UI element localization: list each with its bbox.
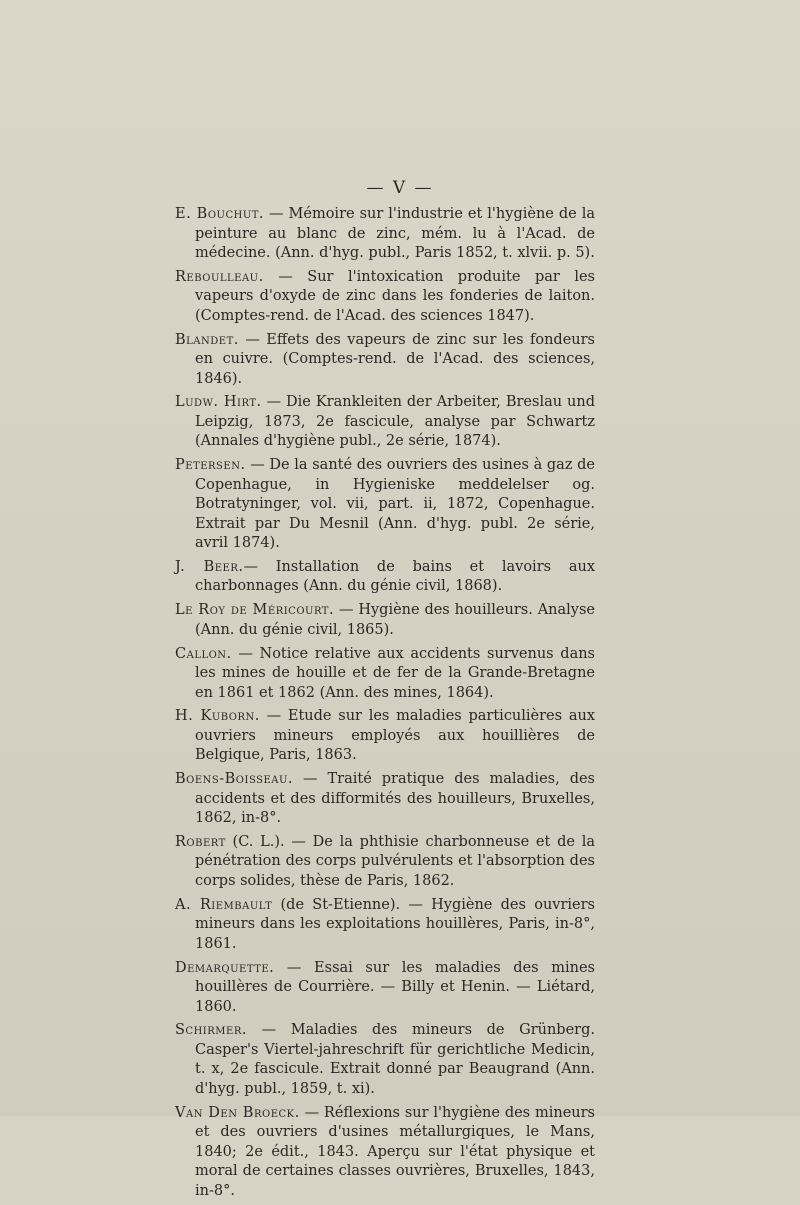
page-number: — V — xyxy=(366,178,434,198)
entry-text: — Etude sur les maladies particulières aux ouvriers mineurs employés aux houillières de Belgique, Paris, 1863. xyxy=(195,708,595,764)
bibliography-entry xyxy=(175,645,595,704)
entry-author: Van Den Broeck. xyxy=(175,1104,300,1121)
bibliography-entry xyxy=(175,959,595,1018)
entry-text: — Effets des vapeurs de zinc sur les fondeurs en cuivre. (Comptes-rend. de l'Acad. des sciences, 1846). xyxy=(195,331,595,387)
entry-text: — Notice relative aux accidents survenus dans les mines de houille et de fer de la Grande-Bretagne en 1861 et 1862 (Ann. des mines, 1864). xyxy=(195,645,595,701)
bibliography-entry xyxy=(175,1104,595,1202)
bibliography-entry xyxy=(175,331,595,390)
bibliography-entry xyxy=(175,268,595,327)
bibliography-entry xyxy=(175,393,595,452)
bibliography-list xyxy=(175,205,595,1205)
bibliography-entry xyxy=(175,205,595,264)
entry-author: Le Roy de Méricourt. xyxy=(175,602,335,619)
entry-text: (C. L.). — De la phthisie charbonneuse et de la pénétration des corps pulvérulents et l'absorption des corps solides, thèse de Paris, 1862. xyxy=(195,833,595,889)
entry-author: Boens-Boisseau. xyxy=(175,771,294,788)
entry-text: — Maladies des mineurs de Grünberg. Casper's Viertel-jahreschrift für gerichtliche Medicin, t. x, 2e fascicule. Extrait donné par Beaugrand (Ann. d'hyg. publ., 1859, t. xi). xyxy=(195,1022,595,1097)
entry-text: — Mémoire sur l'industrie et l'hygiène de la peinture au blanc de zinc, mém. lu à l'Acad. de médecine. (Ann. d'hyg. publ., Paris 1852, t. xlvii. p. 5). xyxy=(195,206,595,261)
entry-author: Callon. xyxy=(175,645,232,662)
entry-text: — De la santé des ouvriers des usines à gaz de Copenhague, in Hygieniske meddelelser og. Botratyninger, vol. vii, part. ii, 1872, Copenhague. Extrait par Du Mesnil (Ann. d'hyg. publ. 2e série, avril 1874). xyxy=(195,457,595,552)
entry-author: Ludw. Hirt. xyxy=(175,394,262,411)
entry-text: — Die Krankleiten der Arbeiter, Breslau und Leipzig, 1873, 2e fascicule, analyse par Schwartz (Annales d'hygiène publ., 2e série, 1874). xyxy=(195,394,595,450)
entry-text: — Installation de bains et lavoirs aux charbonnages (Ann. du génie civil, 1868). xyxy=(195,558,595,595)
entry-author: Petersen. xyxy=(175,457,246,474)
entry-author: Reboulleau. xyxy=(175,268,264,285)
bibliography-entry xyxy=(175,896,595,955)
entry-author: A. Riembault xyxy=(175,896,273,913)
bibliography-entry xyxy=(175,456,595,554)
bibliography-entry xyxy=(175,1021,595,1099)
bibliography-entry xyxy=(175,707,595,766)
entry-author: Blandet. xyxy=(175,331,239,348)
entry-author: E. Bouchut. xyxy=(175,206,265,222)
bibliography-entry xyxy=(175,601,595,640)
entry-text: (de St-Etienne). — Hygiène des ouvriers mineurs dans les exploitations houillères, Paris, in-8°, 1861. xyxy=(195,896,595,952)
bibliography-entry xyxy=(175,833,595,892)
entry-text: — Hygiène des houilleurs. Analyse (Ann. du génie civil, 1865). xyxy=(195,602,595,638)
bibliography-entry xyxy=(175,770,595,829)
entry-author: H. Kuborn. xyxy=(175,708,260,725)
entry-author: Demarquette. xyxy=(175,959,275,976)
entry-text: — Réflexions sur l'hygiène des mineurs et des ouvriers d'usines métallurgiques, le Mans, 1840; 2e édit., 1843. Aperçu sur l'état physique et moral de certaines classes ouvrières, Bruxelles, 1843, in-8°. xyxy=(195,1104,595,1199)
bibliography-entry xyxy=(175,558,595,597)
entry-author: Robert xyxy=(175,833,226,850)
entry-text: — Sur l'intoxication produite par les vapeurs d'oxyde de zinc dans les fonderies de laiton. (Comptes-rend. de l'Acad. des sciences 1847). xyxy=(195,268,595,324)
entry-text: — Essai sur les maladies des mines houillères de Courrière. — Billy et Henin. — Liétard, 1860. xyxy=(195,959,595,1015)
entry-text: — Traité pratique des maladies, des accidents et des difformités des houilleurs, Bruxelles, 1862, in-8°. xyxy=(195,771,595,827)
entry-author: J. Beer. xyxy=(175,558,244,575)
entry-author: Schirmer. xyxy=(175,1022,247,1039)
